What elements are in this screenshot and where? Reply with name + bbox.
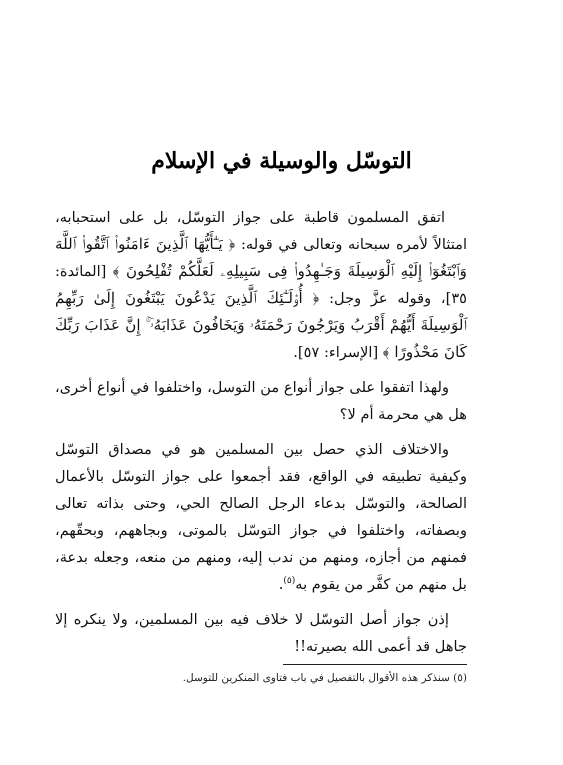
page-title: التوسّل والوسيلة في الإسلام xyxy=(151,148,412,174)
quran-verse-isra: ﴿ أُو۟لَـٰٓئِكَ ٱلَّذِينَ يَدْعُونَ يَبْتَغُونَ إِلَىٰ رَبِّهِمُ ٱلْوَسِيلَةَ أَيُّهُمْ أَقْرَبُ وَيَرْجُونَ رَحْمَتَهُۥ وَيَخَافُونَ عَذَابَهُۥٓ ۚ إِنَّ عَذَابَ رَبِّكَ كَانَ مَحْذُورًا ﴾ xyxy=(55,289,467,361)
footnote-reference: (٥) xyxy=(283,576,296,587)
footnote: (٥) سنذكر هذه الأقوال بالتفصيل في باب فتاوى المنكرين للتوسل. xyxy=(182,672,467,684)
paragraph-1 xyxy=(55,204,467,366)
paragraph-3 xyxy=(55,436,467,598)
paragraph-4: إذن جواز أصل التوسّل لا خلاف فيه بين المسلمين، ولا ينكره إلا جاهل قد أعمى الله بصيرته!! xyxy=(55,611,467,655)
footnote-divider xyxy=(283,664,467,665)
paragraph-3-end: . xyxy=(278,576,284,593)
paragraph-1-text-c: [الإسراء: ٥٧]. xyxy=(293,344,383,361)
quran-verse-maidah: ﴿ يَـٰٓأَيُّهَا ٱلَّذِينَ ءَامَنُوا۟ ٱتَّقُوا۟ ٱللَّهَ وَٱبْتَغُوٓا۟ إِلَيْهِ ٱلْوَسِيلَةَ وَجَـٰهِدُوا۟ فِى سَبِيلِهِۦ لَعَلَّكُمْ تُفْلِحُونَ ﴾ xyxy=(55,235,467,280)
paragraph-1-text-b: [المائدة: ٣٥]، وقوله عزَّ وجل: xyxy=(55,263,467,307)
paragraph-1-text-a: اتفق المسلمون قاطبة على جواز التوسّل، بل على استحبابه، امتثالاً لأمره سبحانه وتعالى في قوله: xyxy=(55,209,467,253)
paragraph-3-text: والاختلاف الذي حصل بين المسلمين هو في مصداق التوسّل وكيفية تطبيقه في الواقع، فقد أجمعوا على جواز التوسّل بالأعمال الصالحة، والتوسّل بدعاء الرجل الصالح الحي، وحتى بذاته تعالى وبصفاته، واختلفوا في جواز التوسّل بالموتى، وبجاههم، وبحقّهم، فمنهم من أجازه، ومنهم من ندب إليه، ومنهم من منعه، وجعله بدعة، بل منهم من كفَّر من يقوم به xyxy=(55,441,467,593)
paragraph-2: ولهذا اتفقوا على جواز أنواع من التوسل، واختلفوا في أنواع أخرى، هل هي محرمة أم لا؟ xyxy=(55,379,467,423)
body-text xyxy=(55,204,467,668)
